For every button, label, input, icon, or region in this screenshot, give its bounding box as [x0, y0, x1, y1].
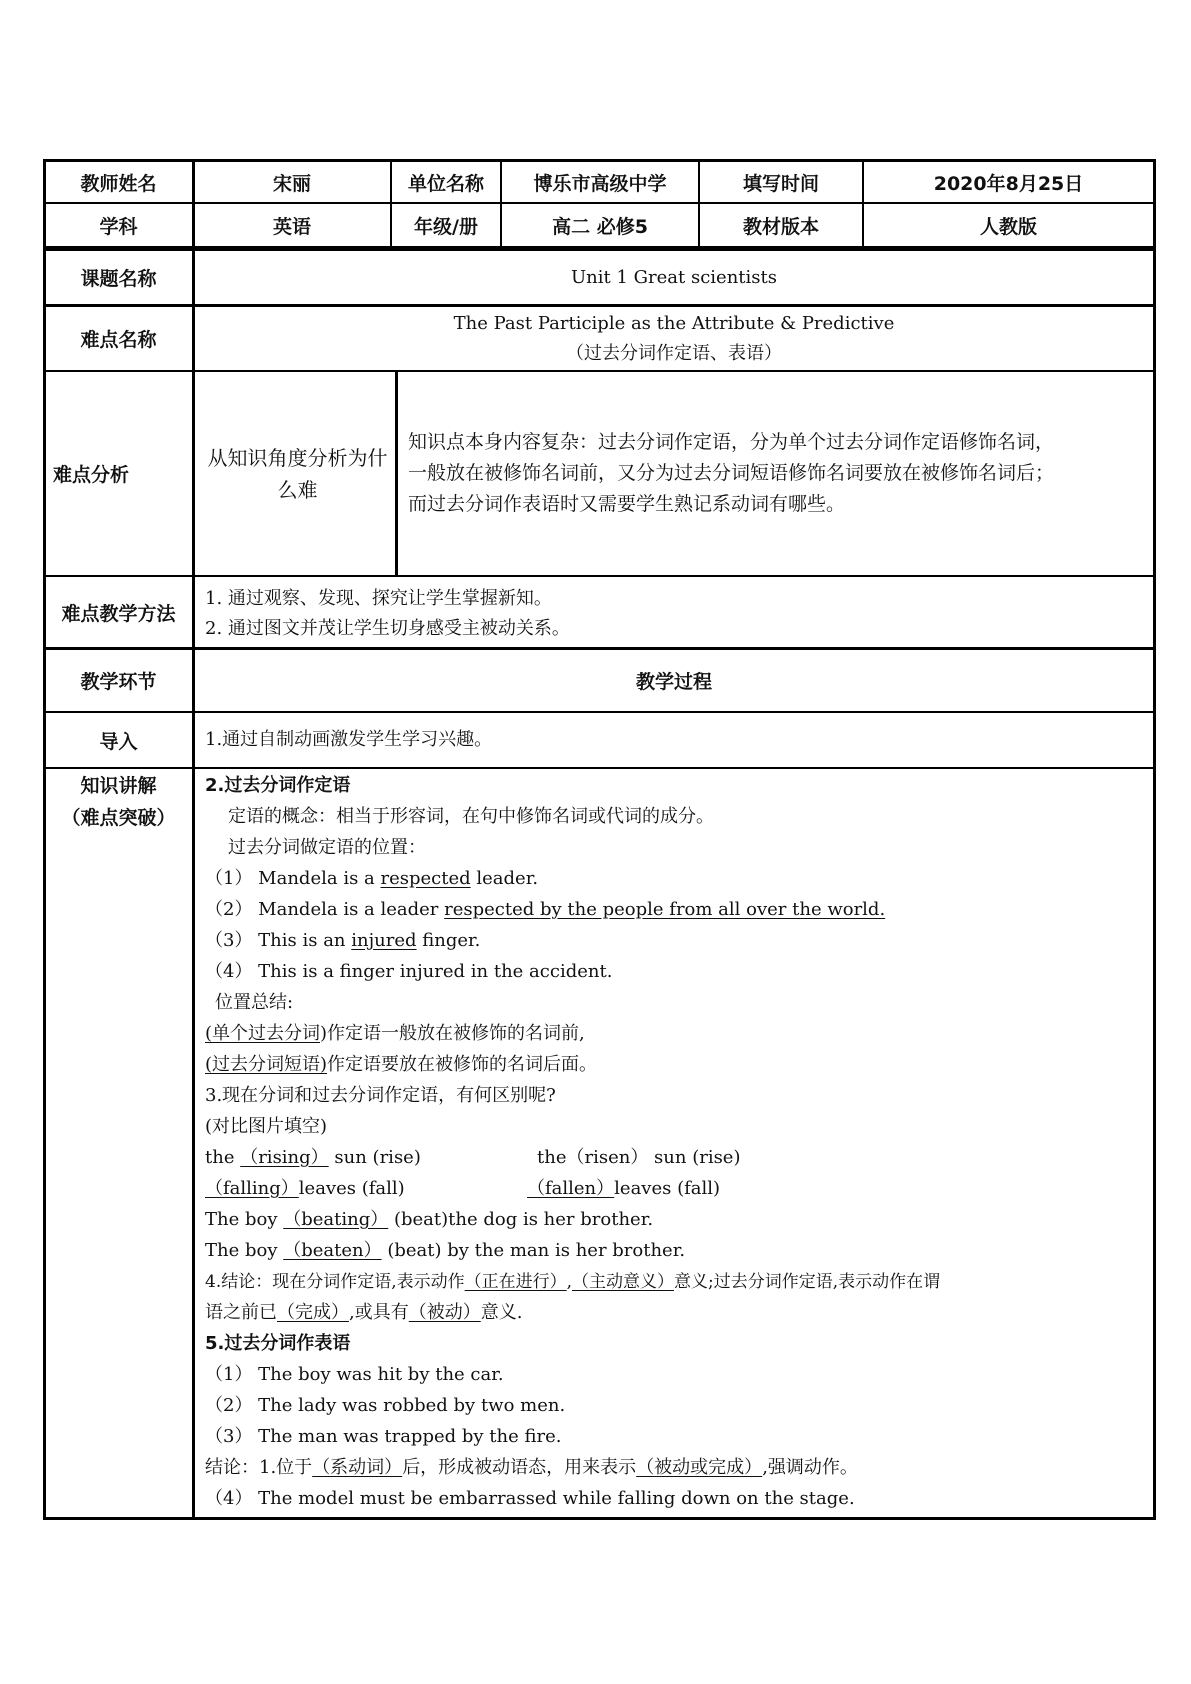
- ex3-b: finger.: [416, 930, 481, 951]
- conclusion-4-line-1: [205, 1267, 940, 1297]
- p1-b: sun (rise): [328, 1147, 421, 1168]
- knowledge-label-2: （难点突破）: [61, 807, 176, 829]
- textbook-edition-label: 教材版本: [742, 215, 819, 238]
- analysis-text: [408, 427, 1153, 520]
- method-item: 1. 通过观察、发现、探究让学生掌握新知。: [205, 588, 552, 609]
- section-5-title-text: 5.过去分词作表语: [205, 1333, 351, 1354]
- process-stage-header: 教学环节: [80, 671, 157, 693]
- c5-a: 结论：1.位于: [205, 1457, 313, 1478]
- teacher-name-label: 教师姓名: [80, 172, 157, 195]
- method-list: [205, 584, 1150, 644]
- ex3-a: （3） This is an: [205, 930, 352, 951]
- analysis-sub-label: 从知识角度分析为什么难: [207, 445, 388, 502]
- p1-u: （rising）: [240, 1147, 329, 1168]
- ex2-a: （2） Mandela is a leader: [205, 899, 445, 920]
- summary-2: [205, 1050, 597, 1080]
- c4-d: 语之前已: [205, 1302, 277, 1323]
- pair-2-left: [205, 1174, 405, 1204]
- s5-example-3: （3） The man was trapped by the fire.: [205, 1426, 562, 1447]
- analysis-line: 一般放在被修饰名词前，又分为过去分词短语修饰名词要放在被修饰名词后；: [408, 462, 1055, 484]
- method-item: 2. 通过图文并茂让学生切身感受主被动关系。: [205, 618, 570, 639]
- sum1-b: )作定语一般放在被修饰的名词前,: [320, 1023, 585, 1044]
- fill-time-value: 2020年8月25日: [933, 172, 1084, 195]
- difficulty-value: [195, 309, 1153, 369]
- section-5-title: [205, 1329, 350, 1359]
- topic-label: 课题名称: [80, 268, 157, 290]
- position-title: 过去分词做定语的位置：: [228, 837, 426, 858]
- pair-2-right: [527, 1174, 720, 1204]
- pair-1-left: [205, 1143, 421, 1173]
- unit-name-value: 博乐市高级中学: [533, 172, 667, 195]
- teacher-name-value: 宋丽: [272, 172, 311, 195]
- p3-u: （beating）: [283, 1209, 389, 1230]
- conclusion-5: [205, 1453, 858, 1483]
- ex3-u: injured: [351, 930, 417, 951]
- difficulty-value-cn: （过去分词作定语、表语）: [566, 343, 782, 364]
- ex2-u: respected by the people from all over the world.: [444, 899, 886, 920]
- textbook-edition-value: 人教版: [979, 215, 1037, 238]
- p2-u: （falling）: [205, 1178, 299, 1199]
- example-3: [205, 926, 480, 956]
- difficulty-value-en: The Past Participle as the Attribute & Predictive: [453, 313, 895, 334]
- c5-u2: （被动或完成）: [636, 1457, 763, 1478]
- grade-value: 高二 必修5: [552, 215, 648, 238]
- knowledge-label-1: 知识讲解: [80, 775, 157, 797]
- definition: 定语的概念：相当于形容词，在句中修饰名词或代词的成分。: [228, 806, 714, 827]
- sum2-b: 作定语要放在被修饰的名词后面。: [327, 1054, 598, 1075]
- pair-4: [205, 1236, 685, 1266]
- analysis-line: 而过去分词作表语时又需要学生熟记系动词有哪些。: [408, 493, 846, 515]
- difficulty-label: 难点名称: [80, 329, 157, 351]
- subject-label: 学科: [99, 215, 138, 238]
- p4-b: (beat) by the man is her brother.: [381, 1240, 686, 1261]
- sum2-u: (过去分词短语): [205, 1054, 328, 1075]
- p2-c-b: leaves (fall): [614, 1178, 721, 1199]
- section-3-title: 3.现在分词和过去分词作定语，有何区别呢?: [205, 1085, 556, 1106]
- knowledge-label: [45, 770, 192, 834]
- s5-example-2: （2） The lady was robbed by two men.: [205, 1395, 566, 1416]
- example-4: （4） This is a finger injured in the accident.: [205, 961, 613, 982]
- pair-1-right: the（risen） sun (rise): [537, 1147, 741, 1168]
- ex1-u: respected: [380, 868, 471, 889]
- method-label: 难点教学方法: [61, 602, 176, 625]
- subject-value: 英语: [272, 215, 311, 238]
- grade-label: 年级/册: [414, 215, 478, 238]
- p1-a: the: [205, 1147, 241, 1168]
- c4-u1: （正在进行）: [464, 1272, 567, 1292]
- c4-u2: （主动意义）: [572, 1272, 675, 1292]
- c4-f: 意义.: [480, 1302, 523, 1323]
- p4-u: （beaten）: [283, 1240, 382, 1261]
- section-2-title: [205, 771, 350, 801]
- intro-text: 1.通过自制动画激发学生学习兴趣。: [205, 729, 493, 750]
- c5-c: ,强调动作。: [762, 1457, 858, 1478]
- c4-b: ,: [566, 1272, 573, 1292]
- section-3-sub: (对比图片填空): [205, 1116, 328, 1137]
- c4-a: 4.结论：现在分词作定语,表示动作: [205, 1272, 465, 1292]
- example-2: [205, 895, 885, 925]
- sum1-u: (单个过去分词: [205, 1023, 321, 1044]
- summary-1: [205, 1019, 585, 1049]
- c4-e: ,或具有: [349, 1302, 409, 1323]
- s5-example-1: （1） The boy was hit by the car.: [205, 1364, 504, 1385]
- s5-example-4: （4） The model must be embarrassed while falling down on the stage.: [205, 1488, 855, 1509]
- summary-title: 位置总结:: [215, 992, 294, 1013]
- section-2-title-text: 2.过去分词作定语: [205, 775, 351, 796]
- analysis-label: 难点分析: [53, 464, 130, 486]
- process-content-header: 教学过程: [635, 671, 712, 693]
- unit-name-label: 单位名称: [407, 172, 484, 195]
- c4-c: 意义;过去分词作定语,表示动作在谓: [674, 1272, 941, 1292]
- ex1-a: （1） Mandela is a: [205, 868, 381, 889]
- ex1-b: leader.: [470, 868, 539, 889]
- p2-c-u: （fallen）: [527, 1178, 615, 1199]
- p4-a: The boy: [205, 1240, 284, 1261]
- analysis-line: 知识点本身内容复杂：过去分词作定语，分为单个过去分词作定语修饰名词，: [408, 431, 1055, 453]
- intro-label: 导入: [99, 730, 138, 753]
- c5-b: 后，形成被动语态，用来表示: [402, 1457, 637, 1478]
- conclusion-4-line-2: [205, 1298, 522, 1328]
- p2-b: leaves (fall): [298, 1178, 405, 1199]
- c4-u4: （被动）: [408, 1302, 481, 1323]
- c4-u3: （完成）: [277, 1302, 349, 1323]
- p3-b: (beat)the dog is her brother.: [388, 1209, 654, 1230]
- fill-time-label: 填写时间: [742, 172, 819, 195]
- topic-value: Unit 1 Great scientists: [571, 267, 777, 288]
- pair-3: [205, 1205, 653, 1235]
- example-1: [205, 864, 538, 894]
- p3-a: The boy: [205, 1209, 284, 1230]
- c5-u1: （系动词）: [312, 1457, 403, 1478]
